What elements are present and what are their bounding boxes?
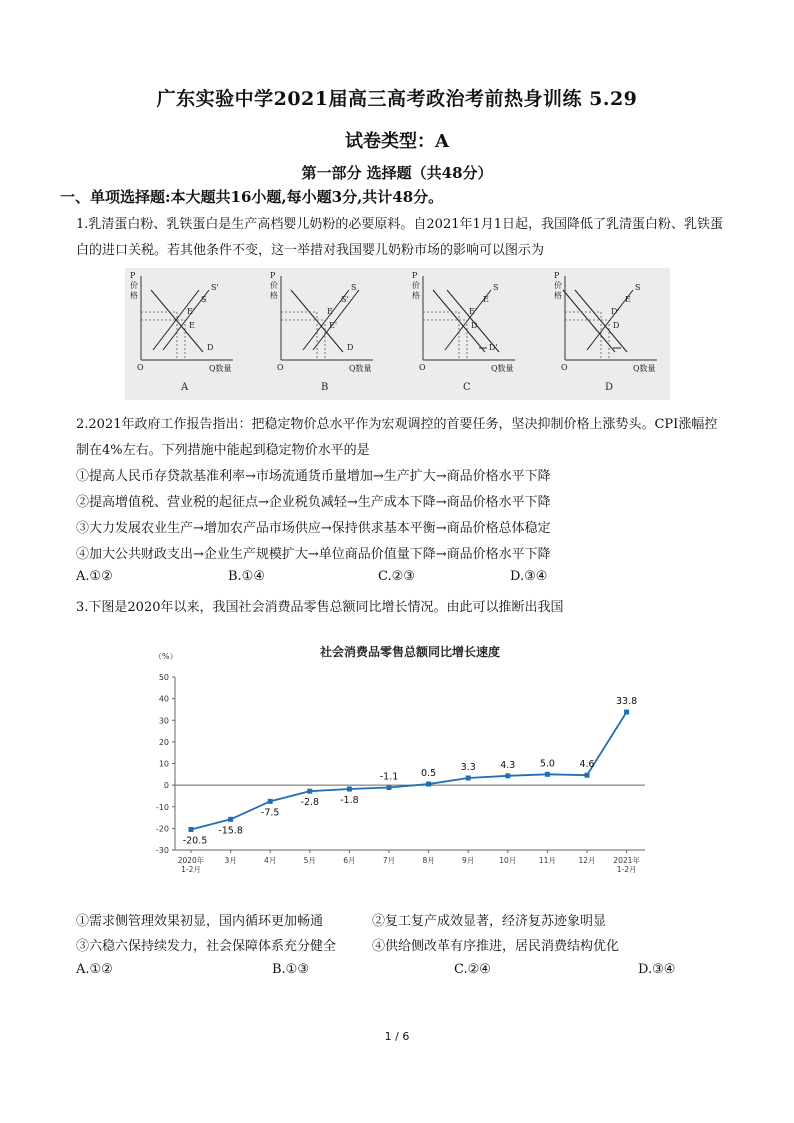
x-tick-label: 12月 [578,856,596,865]
sd-graph-a [130,271,233,393]
price-axis-label: 价 [130,281,138,290]
question-1-text: 1.乳清蛋白粉、乳铁蛋白是生产高档婴儿奶粉的必要原料。自2021年1月1日起，我国降低了乳清蛋白粉、乳铁蛋白的进口关税。若其他条件不变，这一举措对我国婴儿奶粉市场的影响可以图示为 [76,217,724,258]
data-point [624,710,629,715]
x-tick-label: 8月 [422,856,435,865]
q3-item-3: ③六稳六保持续发力，社会保障体系充分健全 [76,939,337,954]
data-point [268,799,273,804]
quantity-axis-label: Q数量 [209,364,232,373]
origin-label: O [419,363,426,372]
x-tick-label: 1-2月 [181,865,201,874]
curve-label: S [493,283,499,292]
retail-growth-chart [140,640,660,885]
y-tick-label: 30 [158,716,169,726]
section-heading: 一、单项选择题:本大题共16小题,每小题3分,共计48分。 [60,188,444,206]
q3-item-4: ④供给侧改革有序推进，居民消费结构优化 [372,939,620,954]
y-tick-label: -30 [155,846,169,855]
y-tick-label: 0 [163,781,169,791]
sd-graph-c [412,271,515,393]
data-point [466,775,471,780]
curve-label: E [327,307,333,316]
curve-label: D' [611,307,620,316]
q2-option-a: A.①② [76,569,113,584]
y-axis-unit: （%） [154,652,178,661]
y-tick-label: 10 [158,759,169,769]
x-tick-label: 10月 [499,856,517,865]
sd-graph-d [554,271,657,393]
y-tick-label: 40 [158,694,169,704]
part-heading: 第一部分 选择题（共48分） [301,164,493,182]
y-tick-label: -20 [155,824,169,834]
data-point [426,782,431,787]
data-label: -1.8 [340,795,359,807]
x-tick-label: 6月 [343,856,356,865]
graph-option-label: B [321,382,329,393]
origin-label: O [137,363,144,372]
quantity-axis-label: Q数量 [349,364,372,373]
q2-item-1: ①提高人民币存贷款基准利率→市场流通货币量增加→生产扩大→商品价格水平下降 [76,469,551,484]
series-line [191,712,627,829]
shifted-demand-curve [563,290,615,352]
curve-label: S [351,283,357,292]
y-tick-label: 50 [158,673,169,682]
q2-option-b: B.①④ [228,569,265,584]
curve-label: S' [341,295,349,304]
x-tick-label: 1-2月 [616,865,637,874]
curve-label: E [625,295,631,304]
data-point [189,827,194,832]
q3-option-d: D.③④ [638,962,676,977]
y-tick-label: 20 [158,737,169,747]
data-label: -20.5 [182,835,208,847]
q2-option-c: C.②③ [378,569,415,584]
data-point [307,789,312,794]
q2-option-d: D.③④ [510,569,548,584]
shifted-supply-curve [313,290,359,350]
data-point [545,772,550,777]
x-tick-label: 4月 [264,856,277,865]
data-label: -1.1 [379,771,399,783]
x-tick-label: 11月 [538,856,556,865]
q3-option-c: C.②④ [454,962,491,977]
y-tick-label: -10 [155,802,169,812]
origin-label: O [277,363,284,372]
q3-option-b: B.①③ [272,962,309,977]
curve-label: D' [489,343,498,352]
data-label: 3.3 [460,761,476,773]
data-point [347,787,352,792]
data-label: 0.5 [421,768,437,780]
data-label: -15.8 [218,825,243,837]
data-point [228,817,233,822]
price-axis-label: P [554,271,560,280]
graph-option-label: A [181,382,189,393]
graph-option-label: D [605,382,614,393]
supply-demand-figure [125,268,670,400]
question-3-text: 3.下图是2020年以来，我国社会消费品零售总额同比增长情况。由此可以推断出我国 [76,600,564,615]
price-axis-label: 格 [554,291,562,300]
question-2-text: 2.2021年政府工作报告指出：把稳定物价总水平作为宏观调控的首要任务，坚决抑制价格上涨势头。CPI涨幅控制在4%左右。下列措施中能起到稳定物价水平的是 [76,417,718,458]
data-point [585,773,590,778]
q3-item-1: ①需求侧管理效果初显，国内循环更加畅通 [76,914,324,929]
q2-item-4: ④加大公共财政支出→企业生产规模扩大→单位商品价值量下降→商品价格水平下降 [76,547,551,562]
curve-label: S [201,295,207,304]
curve-label: S [635,283,641,292]
price-axis-label: 格 [130,291,138,300]
chart-title: 社会消费品零售总额同比增长速度 [319,645,501,659]
quantity-axis-label: Q数量 [633,364,656,373]
curve-label: E' [469,307,478,316]
curve-label: E' [187,307,196,316]
q2-item-2: ②提高增值税、营业税的起征点→企业税负减轻→生产成本下降→商品价格水平下降 [76,495,551,510]
price-axis-label: P [412,271,418,280]
data-label: 33.8 [616,696,638,708]
price-axis-label: 格 [412,291,420,300]
paper-type: 试卷类型：A [345,131,449,152]
price-axis-label: 价 [554,281,562,290]
curve-label: D [207,343,214,352]
x-tick-label: 2021年 [613,856,640,865]
data-label: -2.8 [300,797,320,809]
x-tick-label: 9月 [462,856,475,865]
graph-option-label: C [463,382,471,393]
curve-label: E [483,295,489,304]
data-label: 4.3 [500,759,516,771]
x-tick-label: 2020年 [177,856,205,865]
data-point [505,773,510,778]
origin-label: O [561,363,568,372]
curve-label: S' [211,283,219,292]
price-axis-label: P [130,271,136,280]
sd-graph-b [270,271,373,393]
x-tick-label: 7月 [382,856,396,865]
price-axis-label: 价 [270,281,278,290]
shifted-supply-curve [153,290,199,350]
data-point [387,785,392,790]
supply-demand-graphs [125,268,670,400]
q3-item-2: ②复工复产成效显著，经济复苏迹象明显 [372,914,607,929]
price-axis-label: P [270,271,276,280]
quantity-axis-label: Q数量 [491,364,514,373]
data-label: 4.6 [579,759,595,771]
page-number: 1 / 6 [384,1030,410,1043]
price-axis-label: 价 [412,281,420,290]
price-axis-label: 格 [270,291,278,300]
page-title: 广东实验中学2021届高三高考政治考前热身训练 5.29 [156,88,638,110]
q2-item-3: ③大力发展农业生产→增加农产品市场供应→保持供求基本平衡→商品价格总体稳定 [76,521,551,536]
x-tick-label: 3月 [224,856,237,865]
data-label: 5.0 [539,758,555,770]
curve-label: E [189,321,195,330]
q3-option-a: A.①② [76,962,113,977]
x-tick-label: 5月 [303,856,316,865]
data-label: -7.5 [260,807,280,819]
curve-label: D [613,321,620,330]
curve-label: D [471,321,478,330]
curve-label: E' [329,321,338,330]
curve-label: D [347,343,354,352]
